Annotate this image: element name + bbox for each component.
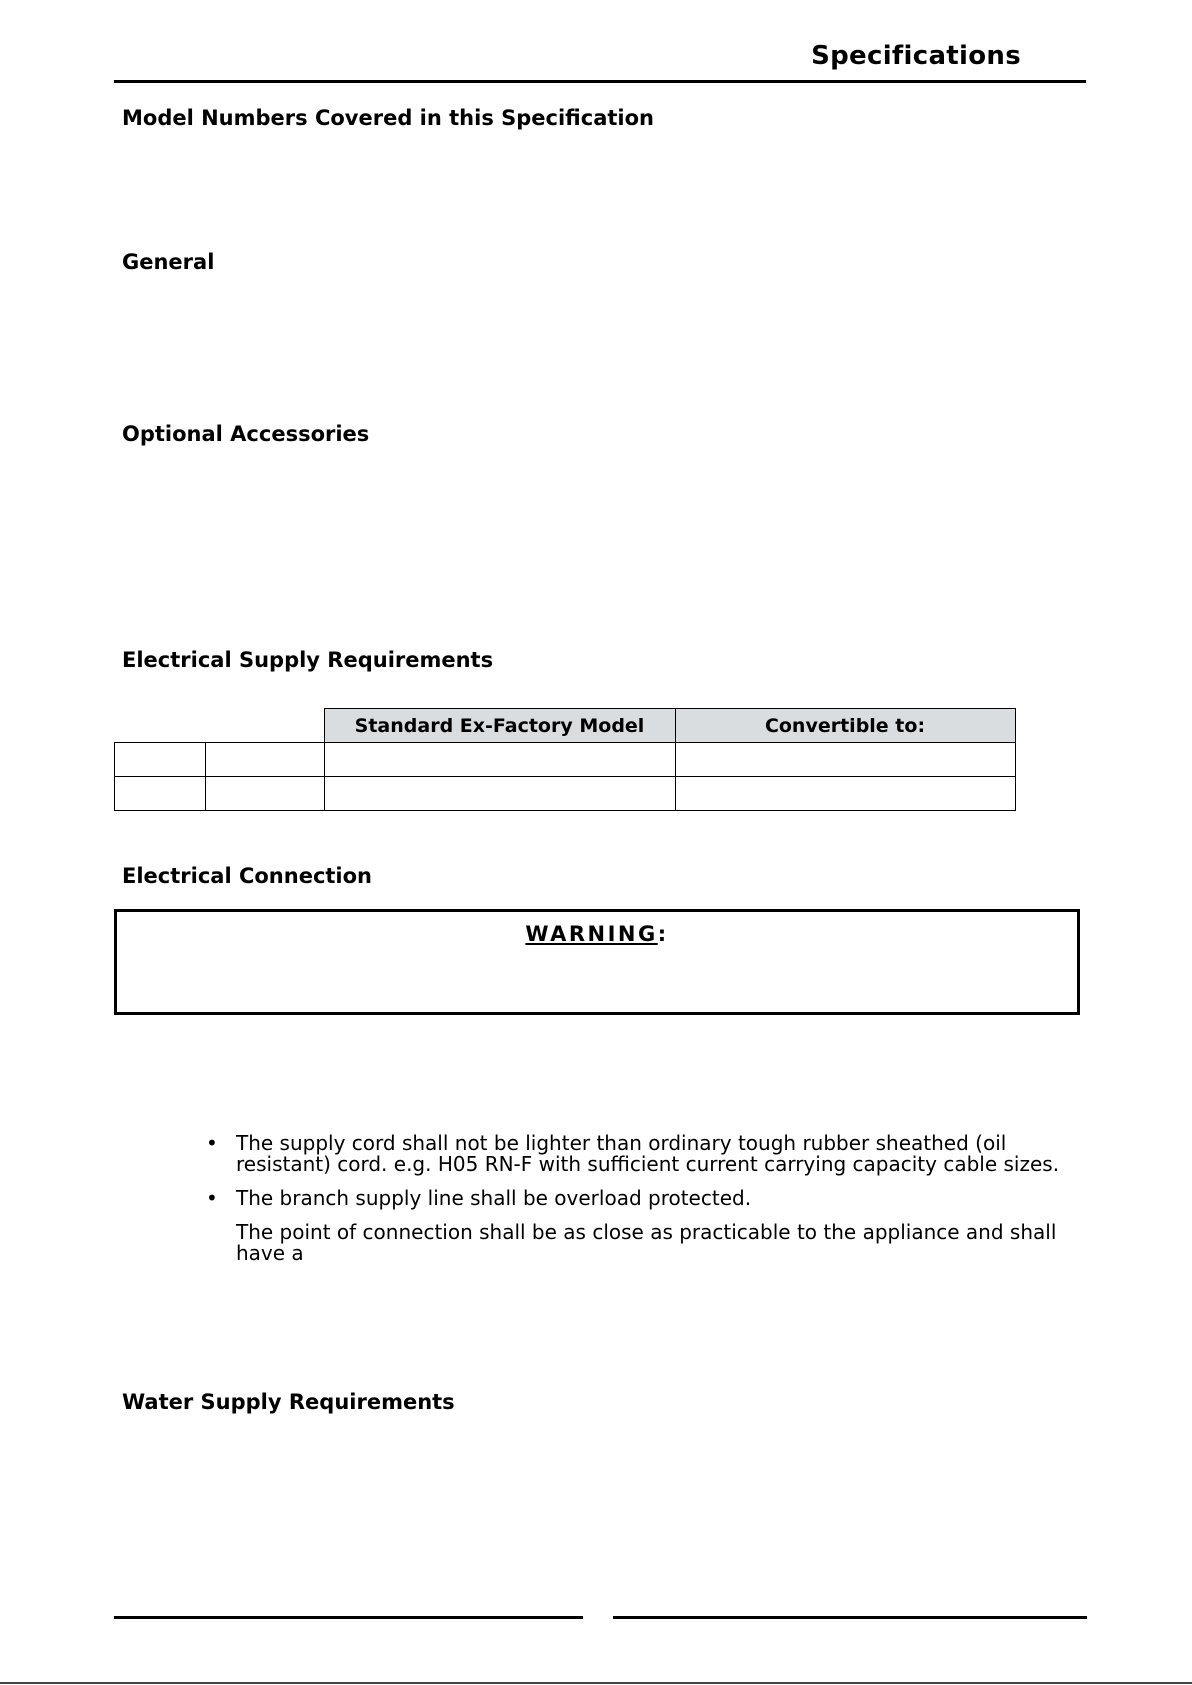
table-header-row — [115, 709, 1016, 743]
page-header-title: Specifications — [811, 41, 1021, 71]
warning-label: WARNING — [525, 922, 658, 946]
header-rule — [114, 80, 1086, 83]
bullet-icon: • — [206, 1131, 218, 1155]
table-row — [115, 777, 1016, 811]
table-cell — [675, 743, 1015, 777]
section-heading-water-supply: Water Supply Requirements — [122, 1390, 455, 1414]
section-heading-optional-accessories: Optional Accessories — [122, 422, 370, 446]
section-heading-general: General — [122, 250, 215, 274]
footer-rule-right — [613, 1616, 1087, 1619]
table-corner-cell — [206, 709, 325, 743]
page-bottom-edge — [0, 1682, 1192, 1684]
table-cell — [675, 777, 1015, 811]
section-heading-model-numbers: Model Numbers Covered in this Specification — [122, 106, 654, 130]
bullet-icon: • — [206, 1186, 218, 1210]
table-cell — [115, 777, 206, 811]
bullet-text: The branch supply line shall be overload protected. — [236, 1186, 752, 1210]
bullet-text: The supply cord shall not be lighter than ordinary tough rubber sheathed (oil resistant) cord. e.g. H05 RN-F with sufficient current carrying capacity cable sizes. — [236, 1131, 1060, 1176]
connection-notes — [206, 1133, 1076, 1264]
table-row — [115, 743, 1016, 777]
table-corner-cell — [115, 709, 206, 743]
footer-rule-left — [114, 1616, 583, 1619]
table-cell — [324, 743, 675, 777]
table-cell — [324, 777, 675, 811]
table-header-convertible: Convertible to: — [675, 709, 1015, 743]
section-heading-electrical-supply: Electrical Supply Requirements — [122, 648, 494, 672]
warning-title — [117, 922, 1077, 946]
section-heading-electrical-connection: Electrical Connection — [122, 864, 373, 888]
connection-paragraph: The point of connection shall be as close as practicable to the appliance and shall have a — [236, 1220, 1057, 1265]
table-cell — [206, 777, 325, 811]
table-header-standard-model: Standard Ex-Factory Model — [324, 709, 675, 743]
list-item — [206, 1133, 1076, 1175]
list-item — [206, 1188, 1076, 1209]
electrical-supply-table — [114, 708, 1016, 811]
warning-box — [114, 909, 1080, 1015]
table-cell — [206, 743, 325, 777]
warning-colon: : — [657, 922, 669, 946]
table-cell — [115, 743, 206, 777]
